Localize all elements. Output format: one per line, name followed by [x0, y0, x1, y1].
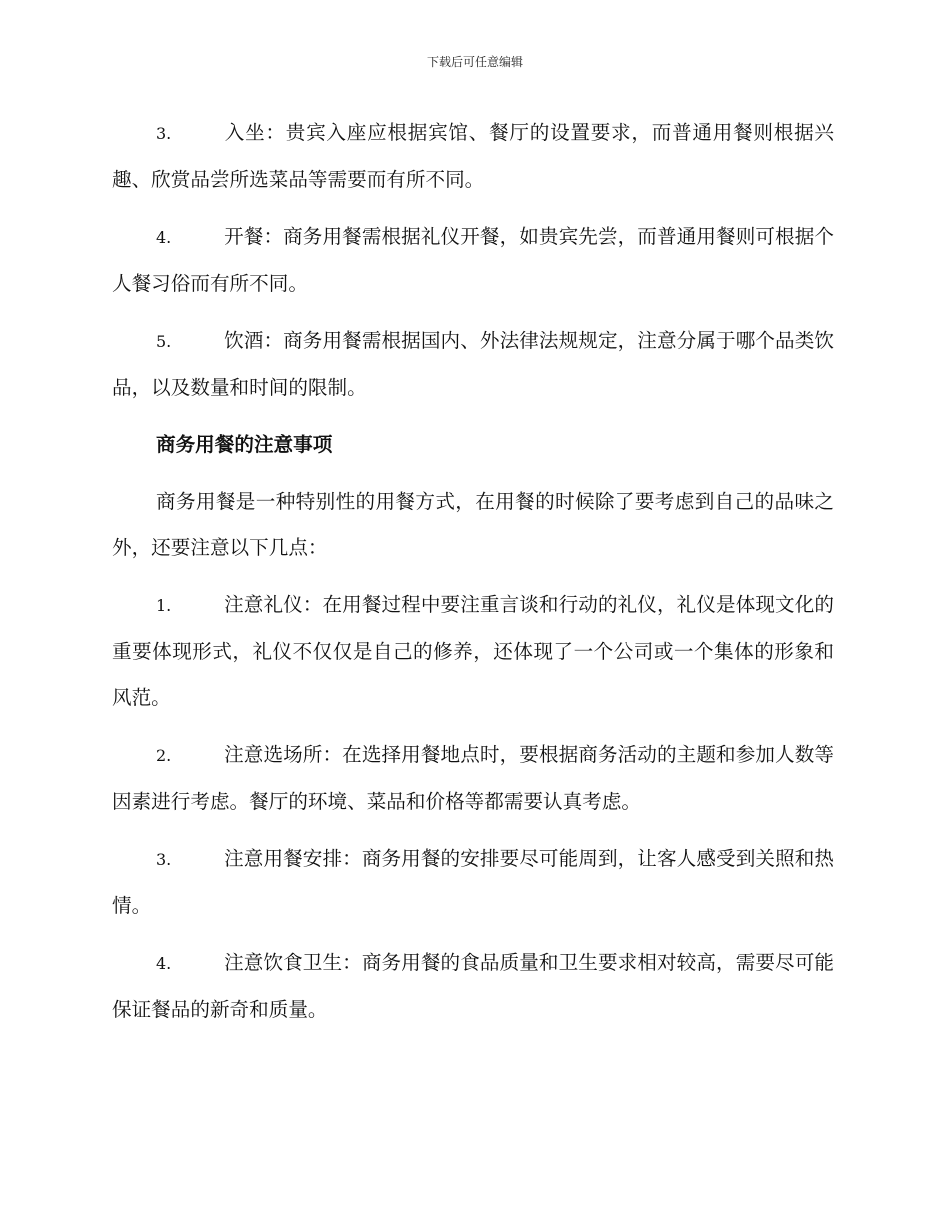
list-number: 3.	[156, 850, 172, 869]
list-item	[112, 732, 834, 825]
list-item	[112, 836, 834, 929]
list-text: 开餐：商务用餐需根据礼仪开餐，如贵宾先尝，而普通用餐则可根据个人餐习俗而有所不同。	[112, 225, 834, 295]
section-heading: 商务用餐的注意事项	[156, 433, 333, 456]
list-item	[112, 940, 834, 1033]
list-item	[112, 318, 834, 411]
list-number: 3.	[156, 124, 172, 143]
list-number: 2.	[156, 746, 172, 765]
list-text: 入坐：贵宾入座应根据宾馆、餐厅的设置要求，而普通用餐则根据兴趣、欣赏品尝所选菜品等需要而有所不同。	[112, 121, 834, 191]
list-text: 注意选场所：在选择用餐地点时，要根据商务活动的主题和参加人数等因素进行考虑。餐厅的环境、菜品和价格等都需要认真考虑。	[112, 743, 834, 813]
list-item	[112, 110, 834, 203]
list-item	[112, 214, 834, 307]
list-number: 5.	[156, 332, 172, 351]
list-number: 1.	[156, 596, 172, 615]
page-header: 下载后可任意编辑	[426, 55, 523, 69]
list-text: 注意用餐安排：商务用餐的安排要尽可能周到，让客人感受到关照和热情。	[112, 847, 834, 917]
list-number: 4.	[156, 954, 172, 973]
document-body	[112, 110, 834, 1044]
list-number: 4.	[156, 228, 172, 247]
list-text: 注意饮食卫生：商务用餐的食品质量和卫生要求相对较高，需要尽可能保证餐品的新奇和质量。	[112, 951, 834, 1021]
intro-paragraph: 商务用餐是一种特别性的用餐方式，在用餐的时候除了要考虑到自己的品味之外，还要注意以下几点：	[112, 490, 834, 559]
list-text: 饮酒：商务用餐需根据国内、外法律法规规定，注意分属于哪个品类饮品，以及数量和时间的限制。	[112, 329, 834, 399]
list-text: 注意礼仪：在用餐过程中要注重言谈和行动的礼仪，礼仪是体现文化的重要体现形式，礼仪不仅仅是自己的修养，还体现了一个公司或一个集体的形象和风范。	[112, 593, 834, 709]
list-item	[112, 582, 834, 721]
